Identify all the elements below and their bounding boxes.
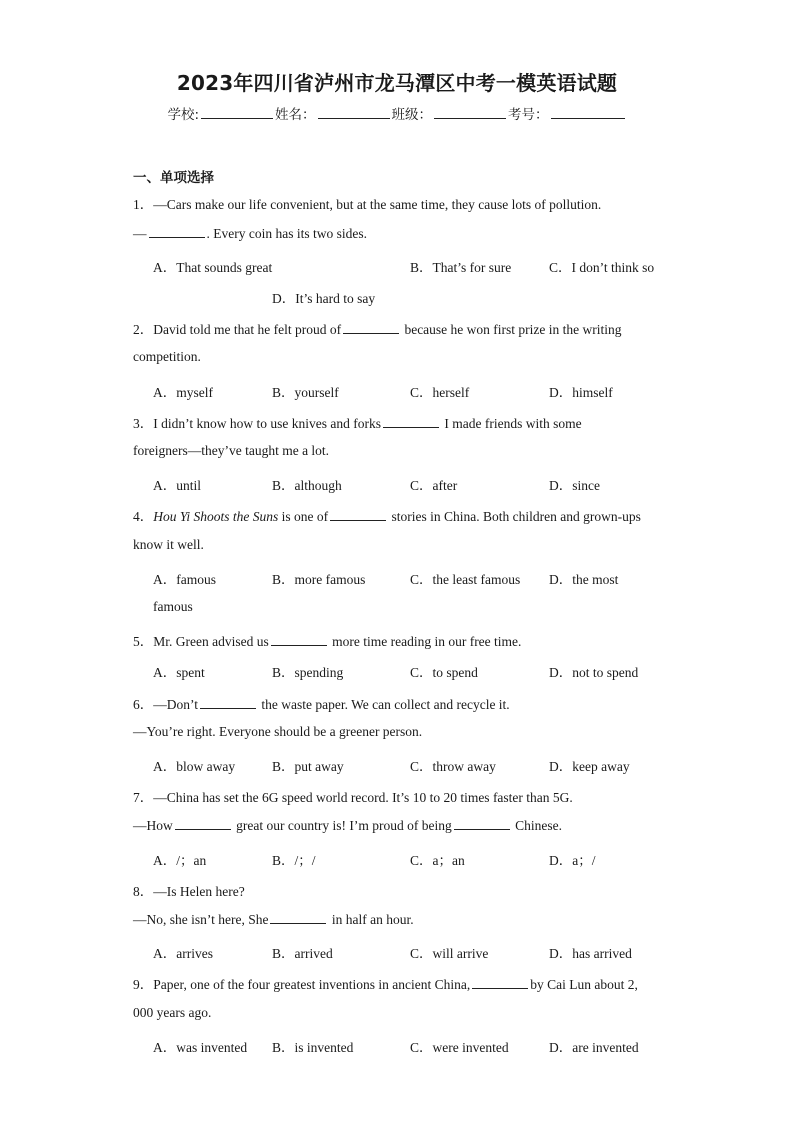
question-6-line-1	[133, 693, 510, 713]
section-title: 一、单项选择	[133, 170, 214, 186]
option-8d[interactable]: D．has arrived	[549, 946, 632, 961]
option-9b[interactable]: B．is invented	[272, 1040, 354, 1055]
answer-blank	[343, 321, 399, 334]
option-9d[interactable]: D．are invented	[549, 1040, 639, 1055]
text: by Cai Lun about 2,	[530, 977, 638, 992]
option-7b[interactable]: B．/；/	[272, 853, 316, 868]
text: great our country is! I’m proud of being	[232, 818, 452, 833]
text: —No, she isn’t here, She	[133, 912, 269, 927]
option-6d[interactable]: D．keep away	[549, 759, 630, 774]
option-4b[interactable]: B．more famous	[272, 572, 366, 587]
option-3b[interactable]: B．although	[272, 478, 342, 493]
option-6c[interactable]: C．throw away	[410, 759, 496, 774]
option-1c[interactable]: C．I don’t think so	[549, 260, 655, 275]
question-2-line-2: competition.	[133, 349, 201, 364]
question-1-line-1: 1．—Cars make our life convenient, but at the same time, they cause lots of pollution.	[133, 197, 602, 212]
option-7c[interactable]: C．a；an	[410, 853, 465, 868]
question-4-line-2: know it well.	[133, 537, 204, 552]
text: . Every coin has its two sides.	[206, 226, 367, 241]
answer-blank	[383, 415, 439, 428]
question-8-line-1: 8．—Is Helen here?	[133, 884, 245, 899]
question-7-line-2	[133, 817, 562, 834]
option-5d[interactable]: D．not to spend	[549, 665, 639, 680]
option-6a[interactable]: A．blow away	[153, 759, 236, 774]
option-5b[interactable]: B．spending	[272, 665, 344, 680]
option-9a[interactable]: A．was invented	[153, 1040, 248, 1055]
option-8c[interactable]: C．will arrive	[410, 946, 489, 961]
option-5a[interactable]: A．spent	[153, 665, 205, 680]
question-3-line-2: foreigners—they’ve taught me a lot.	[133, 443, 330, 458]
question-1-line-2	[133, 225, 367, 242]
exam-title: 2023年四川省泸州市龙马潭区中考一模英语试题	[176, 71, 618, 95]
option-3c[interactable]: C．after	[410, 478, 458, 493]
option-8b[interactable]: B．arrived	[272, 946, 333, 961]
class-label: 班级：	[391, 107, 433, 123]
school-blank[interactable]	[201, 104, 273, 119]
option-4d-continued: famous	[153, 599, 193, 614]
option-5c[interactable]: C．to spend	[410, 665, 478, 680]
option-2c[interactable]: C．herself	[410, 385, 470, 400]
text: —How	[133, 818, 173, 833]
name-blank[interactable]	[318, 104, 390, 119]
text: the waste paper. We can collect and recycle it.	[258, 697, 510, 712]
option-3d[interactable]: D．since	[549, 478, 600, 493]
option-1a[interactable]: A．That sounds great	[153, 260, 273, 275]
text: Chinese.	[511, 818, 562, 833]
option-4a[interactable]: A．famous	[153, 572, 216, 587]
school-label: 学校:	[167, 107, 200, 123]
option-7d[interactable]: D．a；/	[549, 853, 596, 868]
question-2-line-1	[133, 318, 622, 338]
story-title: Hou Yi Shoots the Suns	[153, 509, 279, 524]
text: more time reading in our free time.	[328, 634, 522, 649]
option-4c[interactable]: C．the least famous	[410, 572, 521, 587]
text: 2．David told me that he felt proud of	[133, 322, 342, 337]
text: is one of	[278, 509, 329, 524]
answer-blank	[270, 911, 326, 924]
text: 5．Mr. Green advised us	[133, 634, 269, 649]
option-6b[interactable]: B．put away	[272, 759, 344, 774]
name-label: 姓名：	[275, 107, 316, 123]
text: 3．I didn’t know how to use knives and forks	[133, 416, 381, 431]
option-7a[interactable]: A．/；an	[153, 853, 207, 868]
text: 6．—Don’t	[133, 697, 199, 712]
question-8-line-2	[133, 911, 414, 928]
question-6-line-2: —You’re right. Everyone should be a greener person.	[133, 724, 423, 739]
option-4d[interactable]: D．the most	[549, 572, 619, 587]
answer-blank	[175, 817, 231, 830]
option-2a[interactable]: A．myself	[153, 385, 213, 400]
answer-blank	[271, 633, 327, 646]
option-1b[interactable]: B．That’s for sure	[410, 260, 512, 275]
dash: —	[133, 226, 147, 241]
option-8a[interactable]: A．arrives	[153, 946, 213, 961]
text: 4．	[133, 509, 154, 524]
option-9c[interactable]: C．were invented	[410, 1040, 509, 1055]
answer-blank	[149, 225, 205, 238]
answer-blank	[330, 508, 386, 521]
answer-blank	[454, 817, 510, 830]
question-9-line-1	[133, 973, 638, 993]
question-9-line-2: 000 years ago.	[133, 1005, 212, 1020]
question-3-line-1	[133, 412, 582, 432]
answer-blank	[200, 696, 256, 709]
question-4-line-1	[133, 505, 641, 525]
text: stories in China. Both children and grown-ups	[388, 509, 641, 524]
answer-blank	[472, 976, 528, 989]
exam-no-label: 考号：	[508, 107, 549, 123]
question-7-line-1: 7．—China has set the 6G speed world record. It’s 10 to 20 times faster than 5G.	[133, 790, 573, 805]
option-2d[interactable]: D．himself	[549, 385, 613, 400]
text: in half an hour.	[328, 912, 414, 927]
option-3a[interactable]: A．until	[153, 478, 202, 493]
text: because he won first prize in the writing	[401, 322, 622, 337]
class-blank[interactable]	[434, 104, 506, 119]
option-2b[interactable]: B．yourself	[272, 385, 339, 400]
text: I made friends with some	[440, 416, 582, 431]
exam-no-blank[interactable]	[551, 104, 625, 119]
text: 9．Paper, one of the four greatest inventions in ancient China,	[133, 977, 471, 992]
question-5-line-1	[133, 630, 521, 650]
student-info-line	[0, 103, 794, 123]
option-1d[interactable]: D．It’s hard to say	[272, 291, 376, 306]
